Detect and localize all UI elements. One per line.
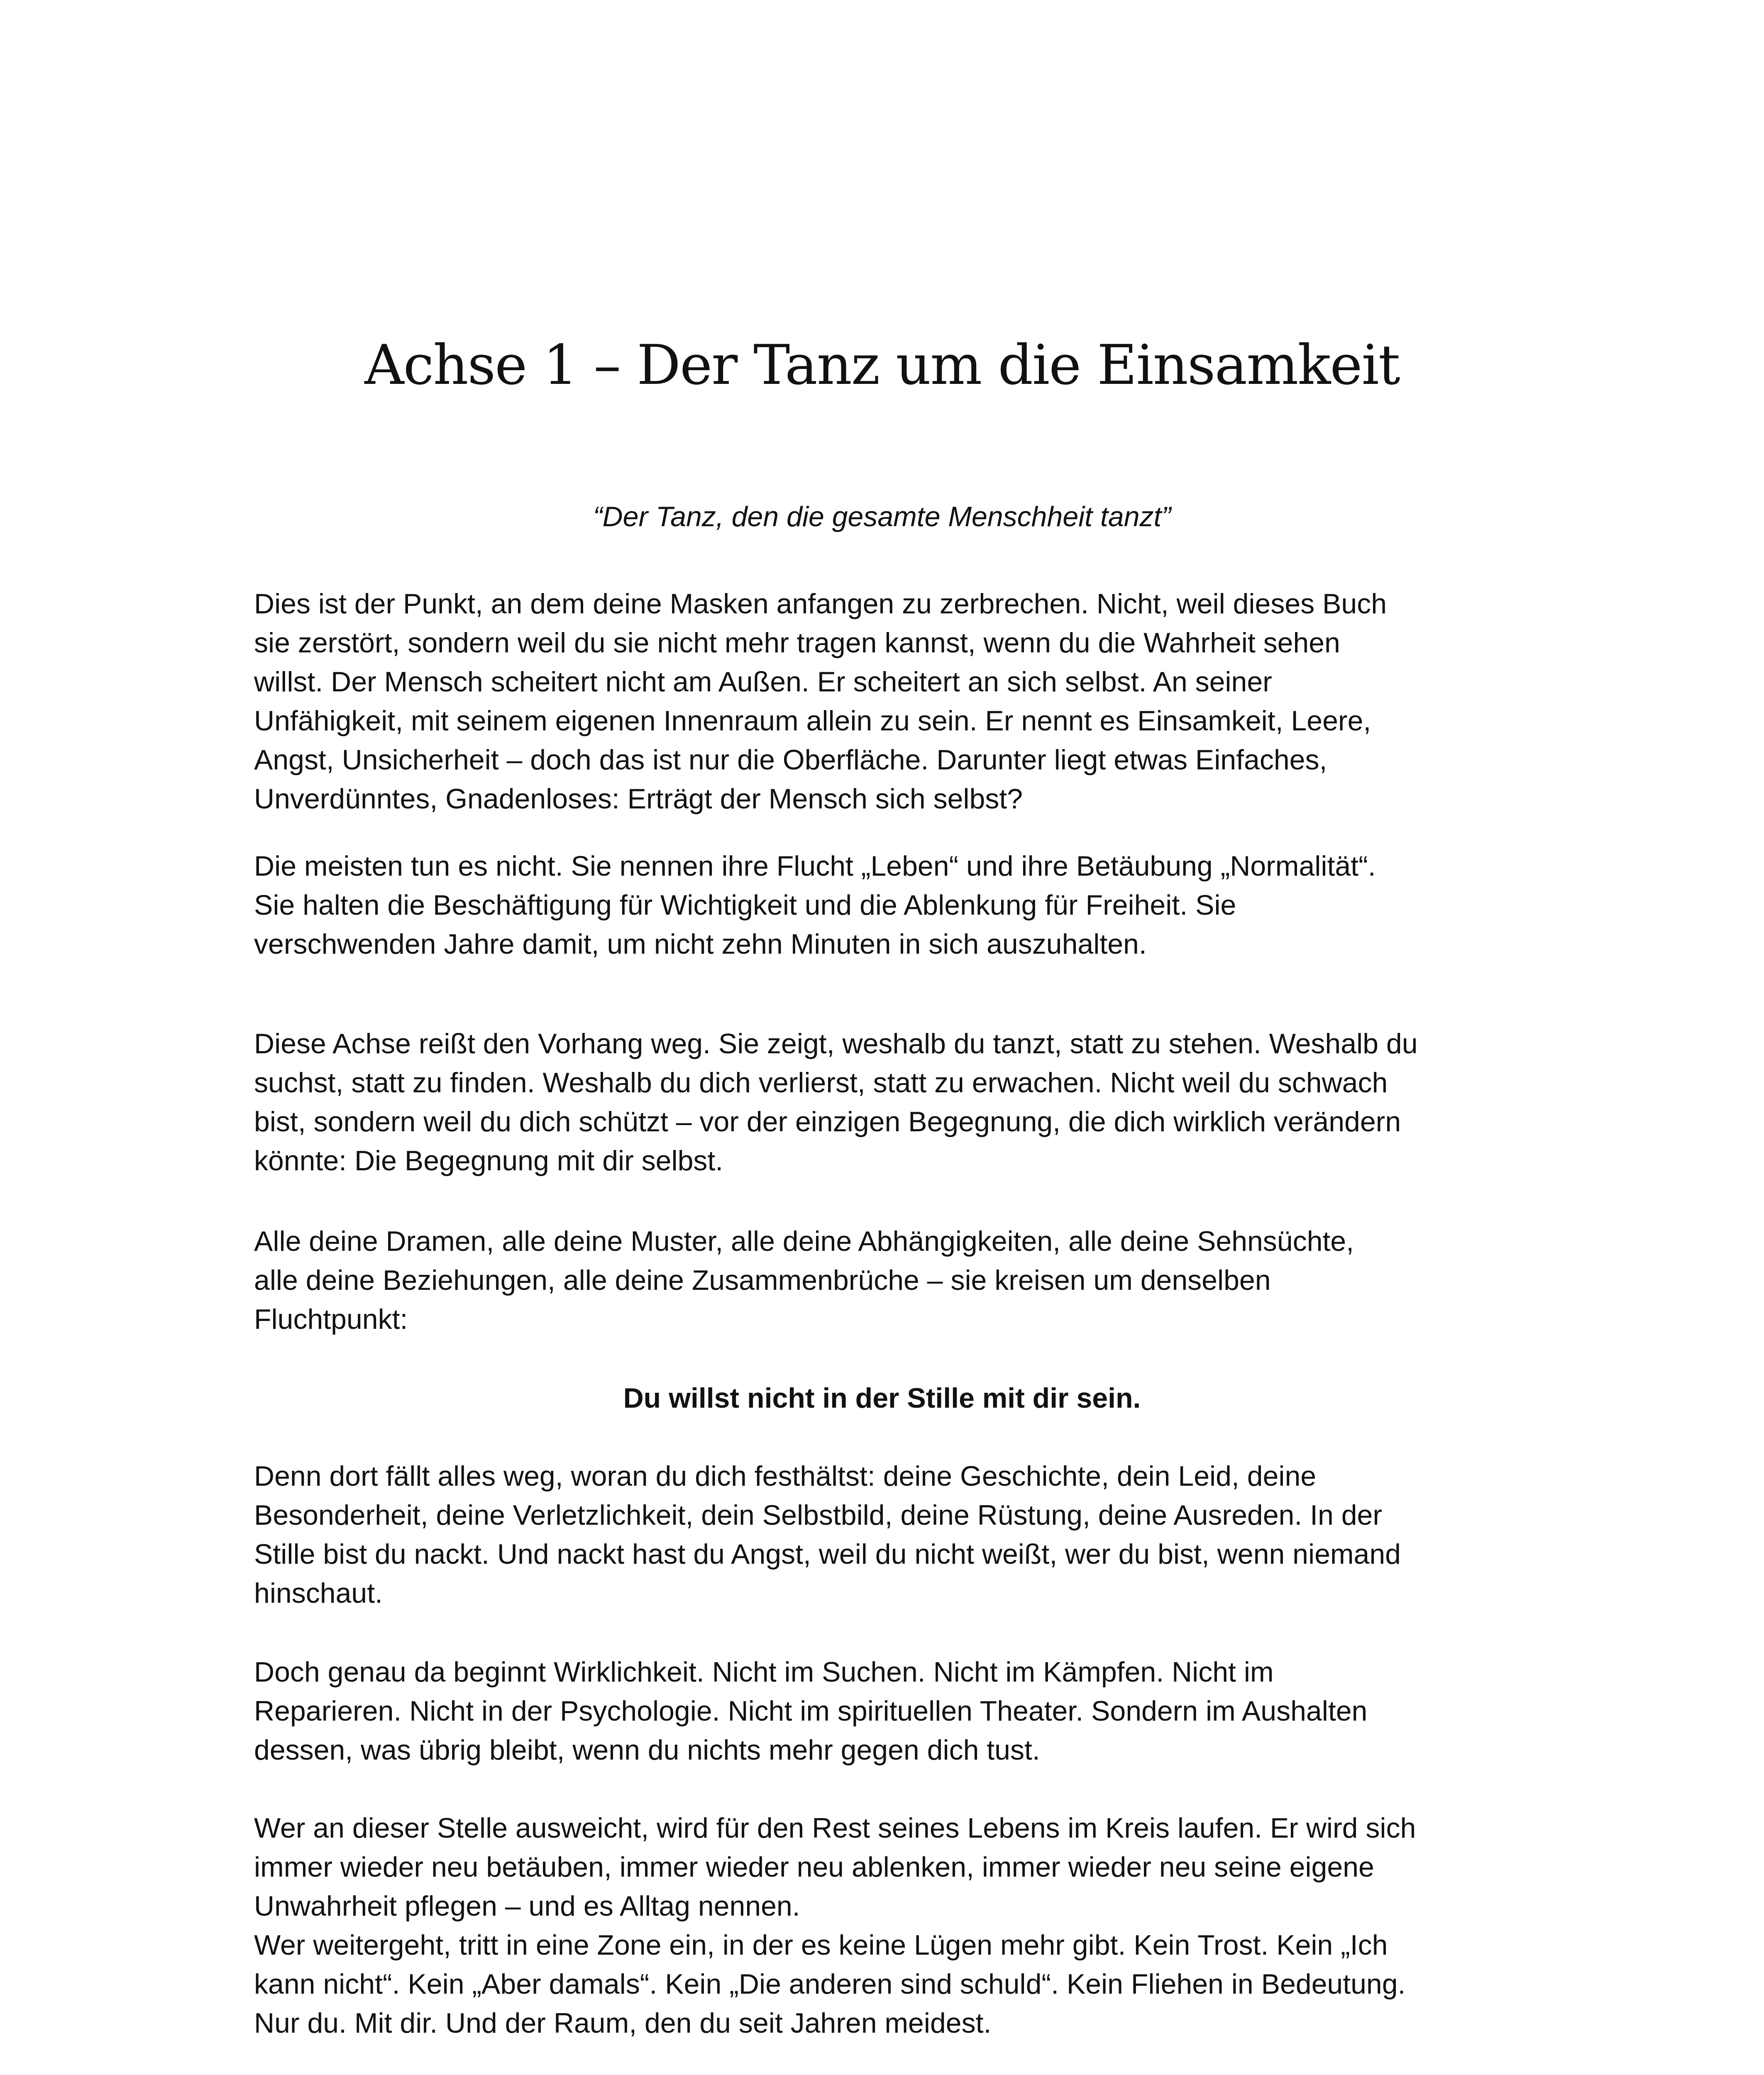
paragraph-line: Unfähigkeit, mit seinem eigenen Innenraum allein zu sein. Er nennt es Einsamkeit, Leere, — [254, 705, 1371, 737]
paragraph-line: bist, sondern weil du dich schützt – vor der einzigen Begegnung, die dich wirklich verändern — [254, 1106, 1401, 1138]
paragraph-line: alle deine Beziehungen, alle deine Zusammenbrüche – sie kreisen um denselben — [254, 1265, 1271, 1296]
paragraph-line: Sie halten die Beschäftigung für Wichtigkeit und die Ablenkung für Freiheit. Sie — [254, 889, 1236, 921]
paragraph-line: suchst, statt zu finden. Weshalb du dich verlierst, statt zu erwachen. Nicht weil du schwach — [254, 1067, 1388, 1099]
paragraph-6 — [254, 1653, 1507, 1770]
paragraph-line: Angst, Unsicherheit – doch das ist nur die Oberfläche. Darunter liegt etwas Einfaches, — [254, 744, 1327, 776]
paragraph-line: Unwahrheit pflegen – und es Alltag nennen. — [254, 1890, 800, 1922]
paragraph-4 — [254, 1222, 1507, 1339]
paragraph-line: Reparieren. Nicht in der Psychologie. Nicht im spirituellen Theater. Sondern im Aushalten — [254, 1695, 1368, 1727]
paragraph-line: könnte: Die Begegnung mit dir selbst. — [254, 1145, 723, 1177]
paragraph-1 — [254, 584, 1507, 818]
paragraph-5 — [254, 1457, 1507, 1613]
paragraph-line: Wer weitergeht, tritt in eine Zone ein, in der es keine Lügen mehr gibt. Kein Trost. Kein „Ich — [254, 1929, 1388, 1961]
paragraph-line: Besonderheit, deine Verletzlichkeit, dein Selbstbild, deine Rüstung, deine Ausreden. In der — [254, 1499, 1383, 1531]
paragraph-7 — [254, 1809, 1507, 2043]
paragraph-line: Diese Achse reißt den Vorhang weg. Sie zeigt, weshalb du tanzt, statt zu stehen. Weshalb du — [254, 1028, 1418, 1059]
paragraph-line: hinschaut. — [254, 1577, 383, 1609]
paragraph-line: Doch genau da beginnt Wirklichkeit. Nicht im Suchen. Nicht im Kämpfen. Nicht im — [254, 1656, 1274, 1688]
paragraph-line: Die meisten tun es nicht. Sie nennen ihre Flucht „Leben“ und ihre Betäubung „Normalität“. — [254, 850, 1376, 882]
paragraph-line: Dies ist der Punkt, an dem deine Masken anfangen zu zerbrechen. Nicht, weil dieses Buch — [254, 588, 1387, 620]
paragraph-line: Unverdünntes, Gnadenloses: Erträgt der Mensch sich selbst? — [254, 783, 1023, 815]
paragraph-line: Wer an dieser Stelle ausweicht, wird für den Rest seines Lebens im Kreis laufen. Er wird sich — [254, 1812, 1416, 1844]
paragraph-line: Alle deine Dramen, alle deine Muster, alle deine Abhängigkeiten, alle deine Sehnsüchte, — [254, 1225, 1354, 1257]
paragraph-line: sie zerstört, sondern weil du sie nicht mehr tragen kannst, wenn du die Wahrheit sehen — [254, 627, 1340, 659]
paragraph-line: Denn dort fällt alles weg, woran du dich festhältst: deine Geschichte, dein Leid, deine — [254, 1460, 1317, 1492]
paragraph-line: Nur du. Mit dir. Und der Raum, den du seit Jahren meidest. — [254, 2007, 992, 2039]
paragraph-line: willst. Der Mensch scheitert nicht am Außen. Er scheitert an sich selbst. An seiner — [254, 666, 1272, 698]
paragraph-line: kann nicht“. Kein „Aber damals“. Kein „Die anderen sind schuld“. Kein Fliehen in Bedeutung. — [254, 1968, 1406, 2000]
paragraph-3 — [254, 1024, 1507, 1180]
chapter-epigraph: “Der Tanz, den die gesamte Menschheit tanzt” — [593, 501, 1171, 532]
paragraph-line: Fluchtpunkt: — [254, 1304, 408, 1335]
paragraph-line: verschwenden Jahre damit, um nicht zehn Minuten in sich auszuhalten. — [254, 928, 1147, 960]
paragraph-line: immer wieder neu betäuben, immer wieder neu ablenken, immer wieder neu seine eigene — [254, 1851, 1374, 1883]
paragraph-line: Stille bist du nackt. Und nackt hast du Angst, weil du nicht weißt, wer du bist, wenn niemand — [254, 1538, 1401, 1570]
paragraph-line: dessen, was übrig bleibt, wenn du nichts mehr gegen dich tust. — [254, 1734, 1040, 1766]
emphasis-statement: Du willst nicht in der Stille mit dir sein. — [623, 1382, 1141, 1414]
paragraph-2 — [254, 847, 1507, 964]
chapter-title: Achse 1 – Der Tanz um die Einsamkeit — [364, 333, 1400, 397]
